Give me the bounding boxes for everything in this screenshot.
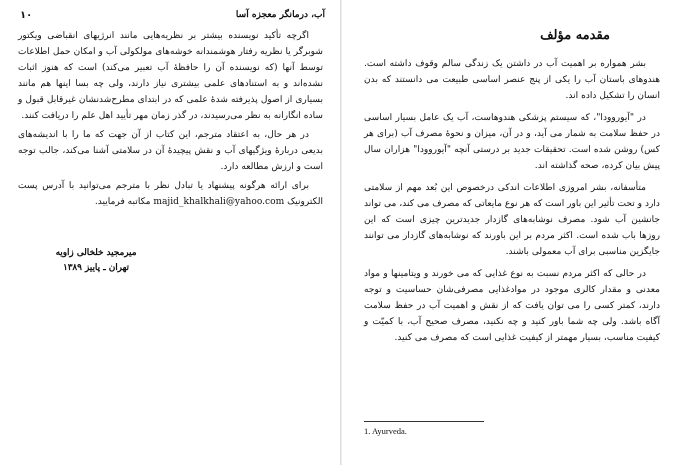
paragraph: متأسفانه، بشر امروزی اطلاعات اندکی درخصوص این بُعد مهم از سلامتی دارد و تحت تأثیر این باور است که هر نوع مایعاتی که مصرف می کند، می تواند جانشین آب شود. مصرف نوشابه‌های گازدار جدیدترین چیزی است که این روزها باب شده است. اکثر مردم بر این باورند که نوشابه‌های گازدار می توانند جایگزین مناسبی برای آب معمولی باشند. xyxy=(364,183,660,257)
footnote xyxy=(364,426,564,436)
right-page xyxy=(341,0,682,465)
right-body-text xyxy=(364,56,660,352)
footnote-divider xyxy=(364,421,484,422)
paragraph: در هر حال، به اعتقاد مترجم، این کتاب از آن جهت که ما را با اندیشه‌های بدیعی دربارهٔ ویژگیهای آب و نقش پیچیدهٔ آن در سلامتی آشنا می‌کند، جالب توجه است و ارزش مطالعه دارد. xyxy=(18,130,323,172)
paragraph: در "آیوروودا"، که سیستم پزشکی هندوهاست، آب یک عامل بسیار اساسی در حفظ سلامت به شمار می آید، و در آن، میزان و نحوهٔ مصرف آب (برای هر کس) روشن شده است. تحقیقات جدید بر درستی آنچه "آیوروودا" هزاران سال پیش بیان کرده، صحه گذاشته اند. xyxy=(364,113,660,171)
left-body-text xyxy=(18,28,323,213)
running-head-title: آب، درمانگر معجزه آسا xyxy=(235,10,325,20)
translator-name: میرمجید خلخالی زاویه xyxy=(55,248,137,258)
paragraph: اگرچه تأکید نویسنده بیشتر بر نظریه‌هایی مانند انرژیهای انقباضی ویکتور شوبرگر یا نظریه رفتار هوشمندانه خوشه‌های مولکولی آب و امکان حمل اطلاعات توسط آنها (که نویسنده آن را حافظهٔ آب تعبیر می‌کند) است که هنوز اثبات نشده‌اند و به استنادهای علمی بیشتری نیاز دارند، ولی چه بسا اینها هم مانند بسیاری از اصول پذیرفته شدهٔ علمی که در ابتدای مطرح‌شدنشان غیرقابل قبول و ساده انگارانه به نظر می‌رسیدند، در گذر زمان مهر تأیید اهل علم را دریافت کنند. xyxy=(18,31,323,121)
translator-signature xyxy=(26,246,166,276)
footnote-number: 1. xyxy=(364,426,371,436)
paragraph: برای ارائه هرگونه پیشنهاد یا تبادل نظر با مترجم می‌توانید با آدرس پست الکترونیک majid_khalkhali@yahoo.com مکاتبه فرمایید. xyxy=(18,181,323,207)
signature-place-date: تهران ـ پاییز ۱۳۸۹ xyxy=(62,263,130,273)
footnote-text: Ayurveda. xyxy=(372,426,407,436)
paragraph: بشر همواره بر اهمیت آب در داشتن یک زندگی سالم وقوف داشته است. هندوهای باستان آب را یکی از پنج عنصر اساسی طبیعت می دانستند که بدن انسان را تشکیل داده اند. xyxy=(364,59,660,101)
chapter-heading: مقدمه مؤلف xyxy=(540,28,610,43)
paragraph: در حالی که اکثر مردم نسبت به نوع غذایی که می خورند و ویتامینها و مواد معدنی و مقدار کالری موجود در موادغذایی مصرفی‌شان حساسیت و توجه دارند، کمتر کسی را می توان یافت که از نقش و اهمیت آب در حفظ سلامت آگاه باشد. ولی چه شما باور کنید و چه نکنید، مصرف صحیح آب، با کمیّت و کیفیت مناسب، بسیار مهمتر از کیفیت غذایی است که مصرف می کنید. xyxy=(364,269,660,343)
page-number: ۱۰ xyxy=(20,9,33,21)
running-head xyxy=(20,8,325,22)
